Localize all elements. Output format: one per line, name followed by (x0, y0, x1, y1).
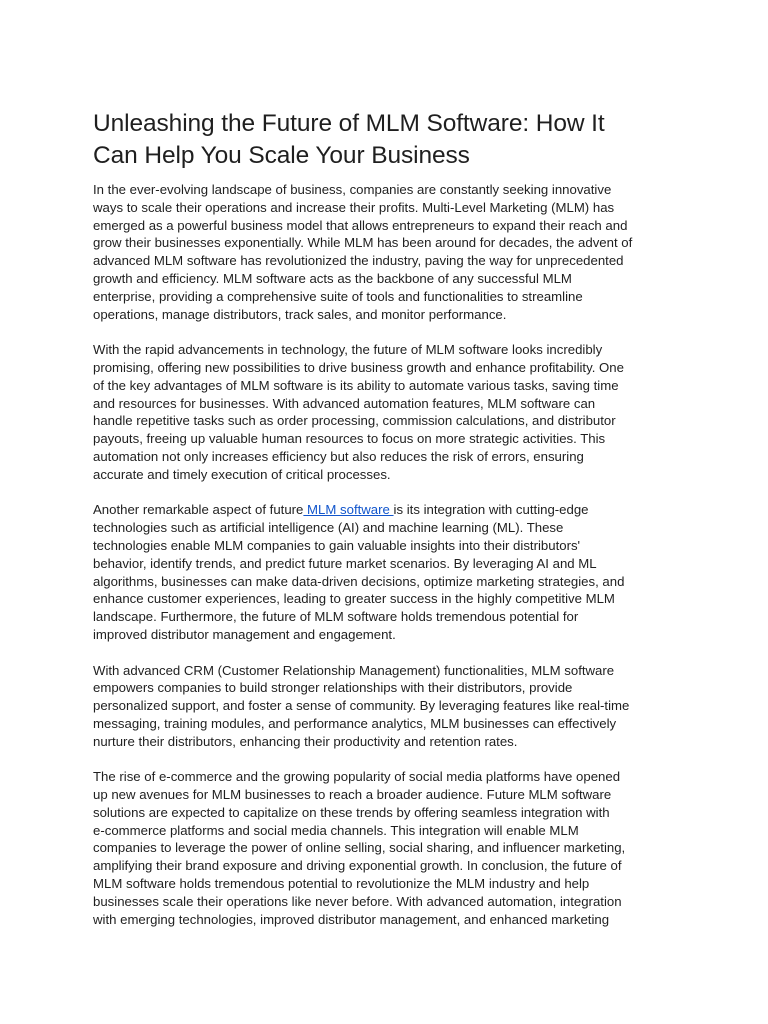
paragraph-text: is its integration with cutting-edge (393, 502, 589, 518)
paragraph-line: accurate and timely execution of critical processes. (93, 466, 391, 482)
paragraph-line: empowers companies to build stronger relationships with their distributors, provide (93, 680, 573, 696)
paragraph-line: emerged as a powerful business model that allows entrepreneurs to expand their reach and (93, 217, 628, 233)
paragraph-line: nurture their distributors, enhancing their productivity and retention rates. (93, 733, 518, 749)
paragraph-line: and resources for businesses. With advanced automation features, MLM software can (93, 395, 596, 411)
paragraph-line: up new avenues for MLM businesses to reach a broader audience. Future MLM software (93, 787, 612, 803)
paragraph-1 (93, 181, 678, 323)
page-title (93, 108, 678, 171)
paragraph-line: ways to scale their operations and increase their profits. Multi-Level Marketing (MLM) has (93, 199, 615, 215)
paragraph-line: promising, offering new possibilities to drive business growth and enhance profitability. One (93, 359, 624, 375)
paragraph-line: handle repetitive tasks such as order processing, commission calculations, and distributor (93, 413, 616, 429)
paragraph-line: amplifying their brand exposure and driving exponential growth. In conclusion, the future of (93, 858, 622, 874)
paragraph-line: enterprise, providing a comprehensive suite of tools and functionalities to streamline (93, 288, 583, 304)
paragraph-5 (93, 768, 678, 928)
paragraph-line: behavior, identify trends, and predict future market scenarios. By leveraging AI and ML (93, 555, 597, 571)
paragraph-line: enhance customer experiences, leading to greater success in the highly competitive MLM (93, 591, 615, 607)
paragraph-line: e-commerce platforms and social media channels. This integration will enable MLM (93, 822, 579, 838)
paragraph-line: businesses scale their operations like never before. With advanced automation, integration (93, 893, 622, 909)
paragraph-line: MLM software holds tremendous potential to revolutionize the MLM industry and help (93, 876, 590, 892)
mlm-software-link[interactable]: MLM software (303, 502, 394, 518)
title-line-2: Can Help You Scale Your Business (93, 141, 470, 169)
paragraph-line: grow their businesses exponentially. While MLM has been around for decades, the advent of (93, 235, 633, 251)
paragraph-line: payouts, freeing up valuable human resources to focus on more strategic activities. This (93, 431, 606, 447)
paragraph-line: The rise of e-commerce and the growing popularity of social media platforms have opened (93, 769, 621, 785)
paragraph-line: growth and efficiency. MLM software acts as the backbone of any successful MLM (93, 270, 572, 286)
paragraph-line: In the ever-evolving landscape of business, companies are constantly seeking innovative (93, 182, 612, 197)
paragraph-4 (93, 662, 678, 751)
paragraph-line: with emerging technologies, improved distributor management, and enhanced marketing (93, 911, 610, 927)
paragraph-line: solutions are expected to capitalize on these trends by offering seamless integration with (93, 804, 610, 820)
paragraph-line: messaging, training modules, and performance analytics, MLM businesses can effectively (93, 715, 617, 731)
paragraph-line: With the rapid advancements in technology, the future of MLM software looks incredibly (93, 342, 603, 358)
paragraph-3 (93, 501, 678, 643)
paragraph-line: operations, manage distributors, track sales, and monitor performance. (93, 306, 507, 322)
paragraph-line: companies to leverage the power of online selling, social sharing, and influencer marketing, (93, 840, 626, 856)
paragraph-text: Another remarkable aspect of future (93, 502, 304, 518)
paragraph-line: algorithms, businesses can make data-driven decisions, optimize marketing strategies, and (93, 573, 625, 589)
title-line-1: Unleashing the Future of MLM Software: How It (93, 110, 605, 137)
paragraph-line: technologies enable MLM companies to gain valuable insights into their distributors' (93, 537, 581, 553)
paragraph-line: With advanced CRM (Customer Relationship Management) functionalities, MLM software (93, 662, 615, 678)
paragraph-2 (93, 341, 678, 483)
paragraph-line: improved distributor management and engagement. (93, 626, 396, 642)
paragraph-line: advanced MLM software has revolutionized the industry, paving the way for unprecedented (93, 253, 624, 269)
document-page (93, 108, 678, 946)
paragraph-line: automation not only increases efficiency but also reduces the risk of errors, ensuring (93, 448, 584, 464)
paragraph-line: technologies such as artificial intelligence (AI) and machine learning (ML). These (93, 520, 564, 536)
paragraph-line: personalized support, and foster a sense of community. By leveraging features like real-time (93, 698, 630, 714)
paragraph-line: landscape. Furthermore, the future of MLM software holds tremendous potential for (93, 609, 579, 625)
paragraph-line-with-link (93, 501, 678, 519)
paragraph-line: of the key advantages of MLM software is its ability to automate various tasks, saving time (93, 377, 619, 393)
